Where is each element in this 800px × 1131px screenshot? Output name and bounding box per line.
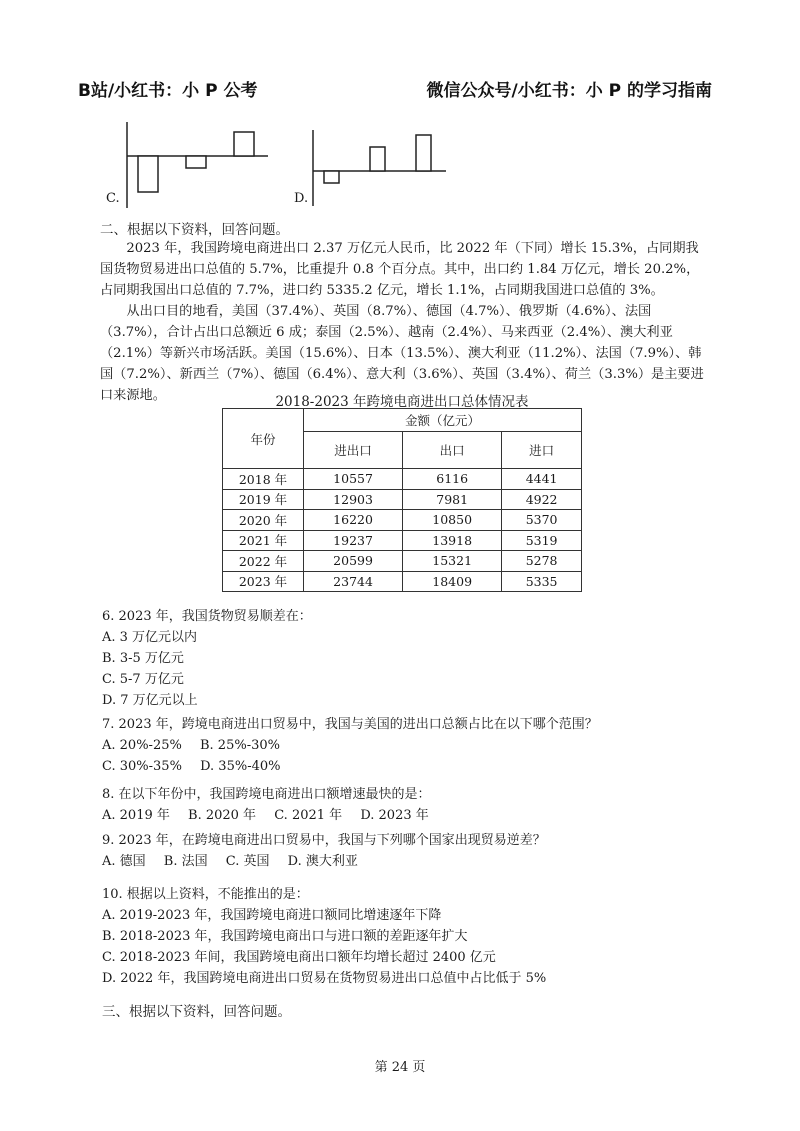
question-6-option-b[interactable]: B. 3-5 万亿元 [102, 651, 184, 666]
table-row [223, 469, 582, 490]
cell-export: 7981 [403, 489, 502, 510]
question-10-stem: 10. 根据以上资料，不能推出的是： [102, 887, 309, 902]
paragraph-2-text: 从出口目的地看，美国（37.4%）、英国（8.7%）、德国（4.7%）、俄罗斯（4.6%）、法国（3.7%），合计占出口总额近 6 成；泰国（2.5%）、越南（2.4%）、马来西亚（2.4%）、澳大利亚（2.1%）等新兴市场活跃。美国（15.6%）、日本（13.5%）、澳大利亚（11.2%）、法国（7.9%）、韩国（7.2%）、新西兰（7%）、德国（6.4%）、意大利（3.6%）、英国（3.4%）、荷兰（3.3%）是主要进口来源地。 [100, 304, 704, 403]
question-9-option-d[interactable]: D. 澳大利亚 [287, 854, 358, 869]
option-d-bar [324, 171, 339, 183]
question-9 [102, 830, 546, 872]
question-6-option-c[interactable]: C. 5-7 万亿元 [102, 672, 184, 687]
cell-year: 2023 年 [223, 571, 304, 592]
cell-export: 10850 [403, 510, 502, 531]
cell-export: 6116 [403, 469, 502, 490]
cell-total: 23744 [304, 571, 403, 592]
cell-year: 2018 年 [223, 469, 304, 490]
cell-year: 2019 年 [223, 489, 304, 510]
question-10-option-c[interactable]: C. 2018-2023 年间，我国跨境电商出口额年均增长超过 2400 亿元 [102, 950, 496, 965]
cell-total: 12903 [304, 489, 403, 510]
page-number: 第 24 页 [374, 1060, 426, 1075]
cell-total: 19237 [304, 530, 403, 551]
cell-year: 2022 年 [223, 551, 304, 572]
question-10-option-d[interactable]: D. 2022 年，我国跨境电商进出口贸易在货物贸易进出口总值中占比低于 5% [102, 971, 547, 986]
table-header-year: 年份 [223, 409, 304, 469]
cell-export: 13918 [403, 530, 502, 551]
cell-import: 5335 [502, 571, 582, 592]
table-header-amount: 金额（亿元） [304, 409, 582, 432]
cell-import: 4922 [502, 489, 582, 510]
option-c-chart [120, 118, 280, 218]
question-6-option-a[interactable]: A. 3 万亿元以内 [102, 630, 198, 645]
section-3-title: 三、根据以下资料，回答问题。 [102, 1004, 291, 1020]
question-7-option-b[interactable]: B. 25%-30% [199, 738, 280, 753]
question-6-stem: 6. 2023 年，我国货物贸易顺差在： [102, 609, 312, 624]
table-title: 2018-2023 年跨境电商进出口总体情况表 [275, 394, 529, 410]
question-9-stem: 9. 2023 年，在跨境电商进出口贸易中，我国与下列哪个国家出现贸易逆差？ [102, 833, 546, 848]
table-row [223, 551, 582, 572]
question-7-stem: 7. 2023 年，跨境电商进出口贸易中，我国与美国的进出口总额占比在以下哪个范围？ [102, 717, 598, 732]
question-8 [102, 784, 431, 826]
question-8-option-b[interactable]: B. 2020 年 [188, 808, 257, 823]
option-c-bar [234, 132, 254, 156]
question-8-option-a[interactable]: A. 2019 年 [102, 808, 170, 823]
question-7-option-d[interactable]: D. 35%-40% [200, 759, 281, 774]
table-row [223, 489, 582, 510]
header-right: 微信公众号/小红书：小 P 的学习指南 [426, 81, 712, 101]
table-row [223, 571, 582, 592]
question-6-option-d[interactable]: D. 7 万亿元以上 [102, 693, 198, 708]
option-d-bar [370, 147, 385, 171]
question-7-option-a[interactable]: A. 20%-25% [102, 738, 182, 753]
header-left: B站/小红书：小 P 公考 [78, 81, 258, 101]
question-8-option-c[interactable]: C. 2021 年 [274, 808, 343, 823]
option-d-label: D. [294, 191, 309, 206]
cell-import: 5278 [502, 551, 582, 572]
table-header-import: 进口 [502, 432, 582, 469]
question-8-stem: 8. 在以下年份中，我国跨境电商进出口额增速最快的是： [102, 787, 431, 802]
question-6 [102, 606, 312, 711]
cell-import: 5370 [502, 510, 582, 531]
cell-total: 20599 [304, 551, 403, 572]
question-7 [102, 714, 598, 777]
option-c-label: C. [106, 191, 120, 206]
cell-year: 2021 年 [223, 530, 304, 551]
question-10 [102, 884, 546, 989]
option-d-chart [306, 126, 466, 226]
cell-total: 10557 [304, 469, 403, 490]
cell-import: 4441 [502, 469, 582, 490]
section-2-paragraph-1 [100, 238, 710, 301]
option-d-bar [416, 135, 431, 171]
question-8-option-d[interactable]: D. 2023 年 [360, 808, 429, 823]
option-c-bar [186, 156, 206, 168]
cell-import: 5319 [502, 530, 582, 551]
table-header-export: 出口 [403, 432, 502, 469]
question-7-option-c[interactable]: C. 30%-35% [102, 759, 182, 774]
option-c-bar [138, 156, 158, 192]
cell-year: 2020 年 [223, 510, 304, 531]
question-9-option-b[interactable]: B. 法国 [163, 854, 208, 869]
table-row [223, 510, 582, 531]
question-10-option-b[interactable]: B. 2018-2023 年，我国跨境电商出口与进口额的差距逐年扩大 [102, 929, 468, 944]
question-9-option-c[interactable]: C. 英国 [225, 854, 270, 869]
question-10-option-a[interactable]: A. 2019-2023 年，我国跨境电商进口额同比增速逐年下降 [102, 908, 442, 923]
section-2-title: 二、根据以下资料，回答问题。 [100, 222, 289, 238]
question-9-option-a[interactable]: A. 德国 [102, 854, 146, 869]
data-table [222, 408, 582, 592]
table-header-total: 进出口 [304, 432, 403, 469]
cell-total: 16220 [304, 510, 403, 531]
table-row [223, 530, 582, 551]
cell-export: 15321 [403, 551, 502, 572]
cell-export: 18409 [403, 571, 502, 592]
paragraph-1-text: 2023 年，我国跨境电商进出口 2.37 万亿元人民币，比 2022 年（下同）增长 15.3%，占同期我国货物贸易进出口总值的 5.7%，比重提升 0.8 个百分点。其中，出口约 1.84 万亿元，增长 20.2%，占同期我国出口总值的 7.7%，进口约 5335.2 亿元，增长 1.1%，占同期我国进口总值的 3%。 [100, 241, 700, 298]
